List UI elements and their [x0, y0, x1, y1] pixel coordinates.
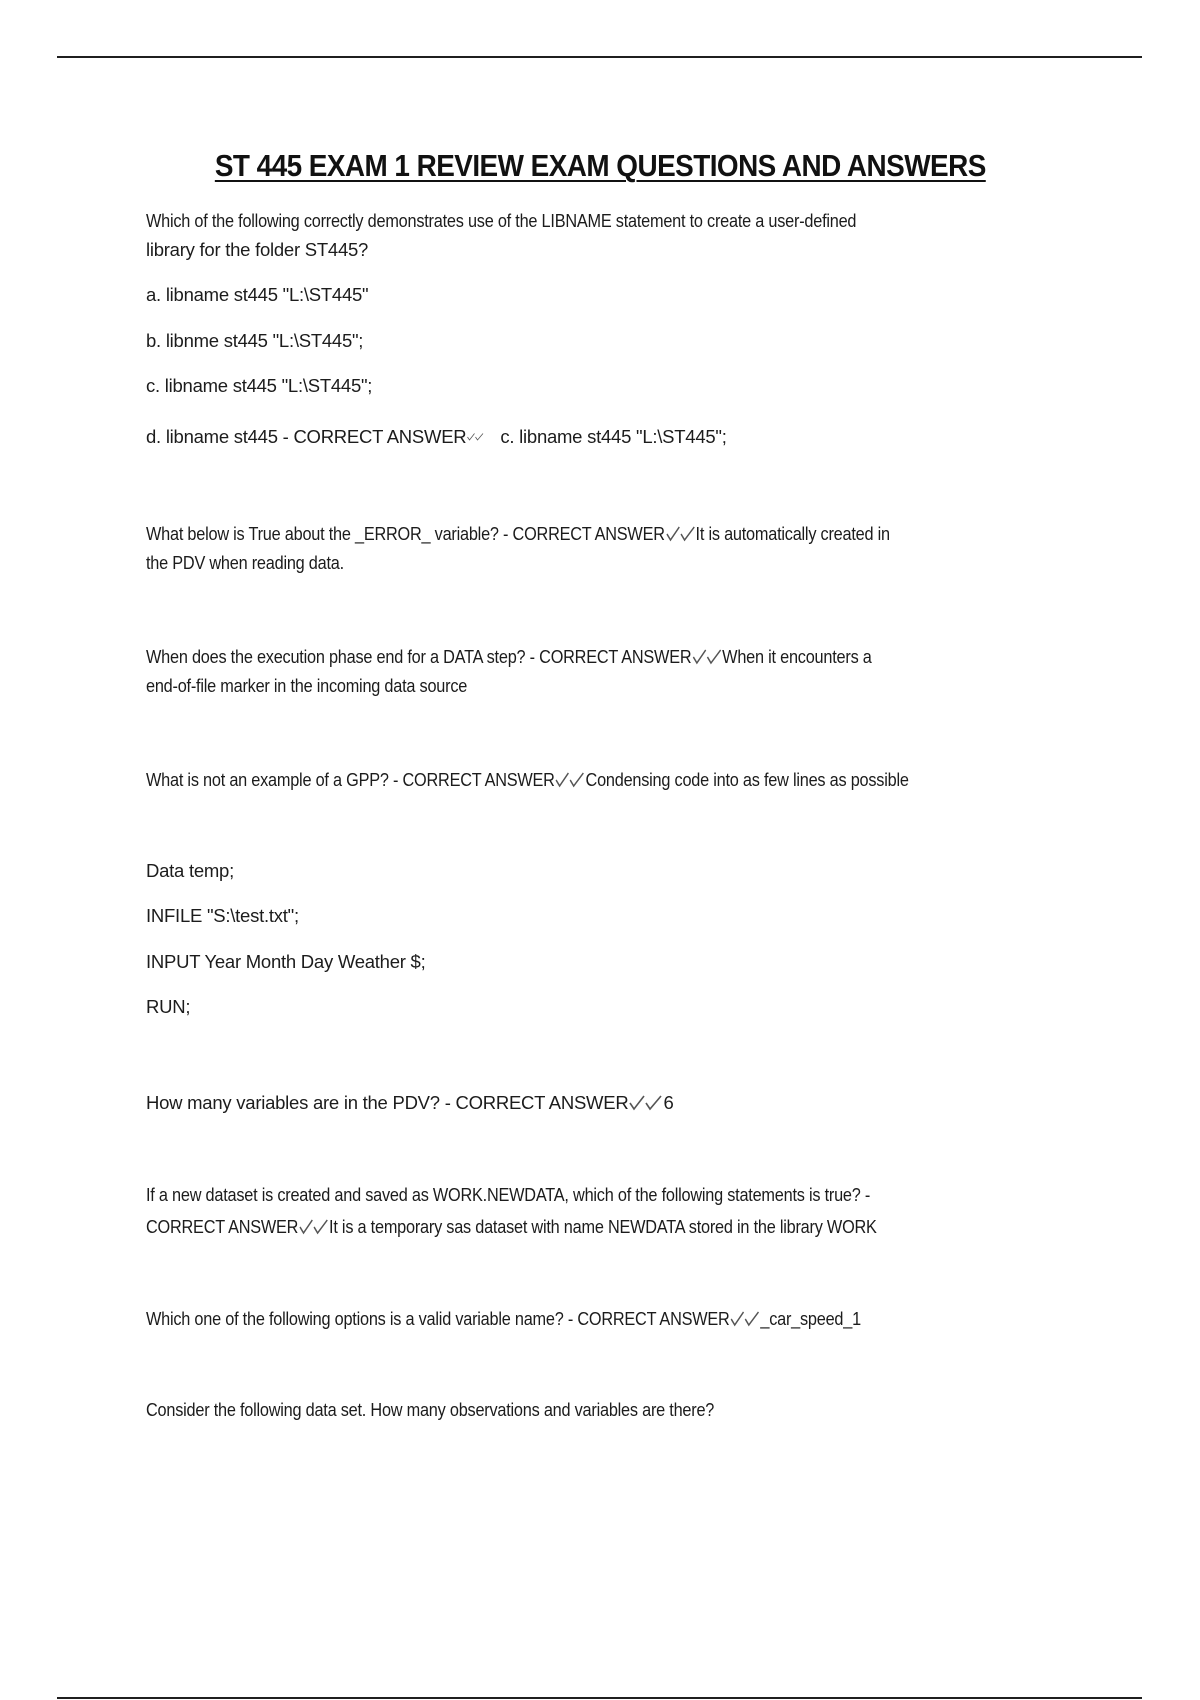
question-1-option-d-with-answer [146, 426, 727, 448]
question-4-answer: Condensing code into as few lines as possible [585, 769, 909, 790]
question-1-option-d: d. libname st445 - CORRECT ANSWER [146, 426, 467, 447]
question-7-line [146, 1308, 861, 1330]
question-7-answer: _car_speed_1 [760, 1308, 861, 1329]
question-5-text: How many variables are in the PDV? - CORRECT ANSWER [146, 1092, 629, 1113]
question-1-option-b: b. libnme st445 "L:\ST445"; [146, 330, 364, 351]
question-1-text-line-1: Which of the following correctly demonstrates use of the LIBNAME statement to create a user-defined [146, 210, 857, 231]
double-check-icon [666, 526, 696, 542]
double-check-icon [629, 1095, 663, 1111]
question-3-line-2: end-of-file marker in the incoming data source [146, 675, 468, 696]
question-4-line [146, 769, 909, 791]
question-8-text: Consider the following data set. How many observations and variables are there? [146, 1399, 715, 1420]
code-line-2: INFILE "S:\test.txt"; [146, 905, 299, 926]
footer-rule [57, 1697, 1142, 1699]
code-line-3: INPUT Year Month Day Weather $; [146, 951, 426, 972]
double-check-icon [730, 1311, 760, 1327]
double-check-icon [467, 429, 484, 445]
code-line-1: Data temp; [146, 860, 234, 881]
double-check-icon [692, 649, 722, 665]
double-check-icon [299, 1219, 329, 1235]
question-6-line-1: If a new dataset is created and saved as WORK.NEWDATA, which of the following statements is true? - [146, 1184, 871, 1205]
question-2-answer: It is automatically created in [695, 523, 890, 544]
question-1-option-a: a. libname st445 "L:\ST445" [146, 284, 369, 305]
question-6-marker: CORRECT ANSWER [146, 1216, 299, 1237]
question-2-line-1 [146, 523, 890, 545]
question-1-text-line-2: library for the folder ST445? [146, 239, 369, 260]
question-6-line-2 [146, 1216, 877, 1238]
question-1-option-c: c. libname st445 "L:\ST445"; [146, 375, 373, 396]
question-2-line-2: the PDV when reading data. [146, 552, 344, 573]
question-3-text: When does the execution phase end for a DATA step? - CORRECT ANSWER [146, 646, 692, 667]
question-3-answer: When it encounters a [722, 646, 872, 667]
question-6-answer: It is a temporary sas dataset with name NEWDATA stored in the library WORK [329, 1216, 877, 1237]
double-check-icon [556, 772, 586, 788]
page-title: ST 445 EXAM 1 REVIEW EXAM QUESTIONS AND ANSWERS [214, 148, 986, 183]
question-2-text: What below is True about the _ERROR_ variable? - CORRECT ANSWER [146, 523, 665, 544]
question-4-text: What is not an example of a GPP? - CORRECT ANSWER [146, 769, 555, 790]
header-rule [57, 56, 1142, 58]
question-1-answer: c. libname st445 "L:\ST445"; [500, 426, 727, 447]
question-3-line-1 [146, 646, 872, 668]
question-5-line [146, 1092, 674, 1114]
question-5-answer: 6 [663, 1092, 674, 1113]
code-line-4: RUN; [146, 996, 191, 1017]
question-7-text: Which one of the following options is a valid variable name? - CORRECT ANSWER [146, 1308, 730, 1329]
